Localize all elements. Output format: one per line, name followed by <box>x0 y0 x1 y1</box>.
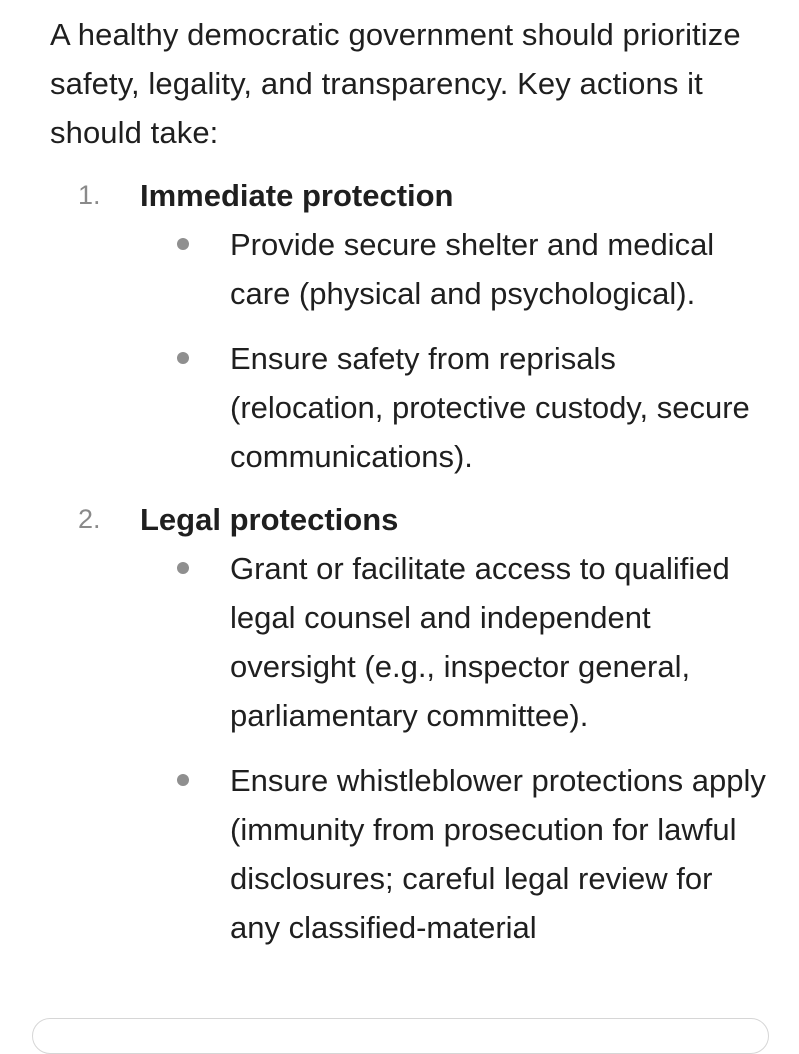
section-header <box>50 171 770 220</box>
bullet-text: Grant or facilitate access to qualified legal counsel and independent oversight (e.g., inspector general, parliamentary committee). <box>230 551 730 733</box>
bullet-dot-icon <box>177 238 189 250</box>
section-title: Legal protections <box>140 502 399 537</box>
bullet-item <box>50 334 770 481</box>
bullet-list <box>50 544 770 952</box>
bullet-dot-icon <box>177 774 189 786</box>
bullet-text: Provide secure shelter and medical care (physical and psychological). <box>230 227 715 311</box>
message-input-bar[interactable] <box>32 1018 769 1054</box>
list-number: 2. <box>78 504 101 534</box>
bullet-dot-icon <box>177 562 189 574</box>
section-header <box>50 495 770 544</box>
list-number: 1. <box>78 180 101 210</box>
list-item-legal-protections <box>50 495 770 952</box>
bullet-text: Ensure whistleblower protections apply (immunity from prosecution for lawful disclosures; careful legal review for any classified-material <box>230 763 766 945</box>
bullet-dot-icon <box>177 352 189 364</box>
bullet-item <box>50 544 770 740</box>
chat-response <box>50 10 770 952</box>
list-item-immediate-protection <box>50 171 770 481</box>
bullet-item <box>50 220 770 318</box>
bullet-text: Ensure safety from reprisals (relocation, protective custody, secure communications). <box>230 341 750 474</box>
bullet-list <box>50 220 770 481</box>
bullet-item <box>50 756 770 952</box>
intro-paragraph: A healthy democratic government should prioritize safety, legality, and transparency. Key actions it should take: <box>50 17 741 150</box>
section-title: Immediate protection <box>140 178 454 213</box>
